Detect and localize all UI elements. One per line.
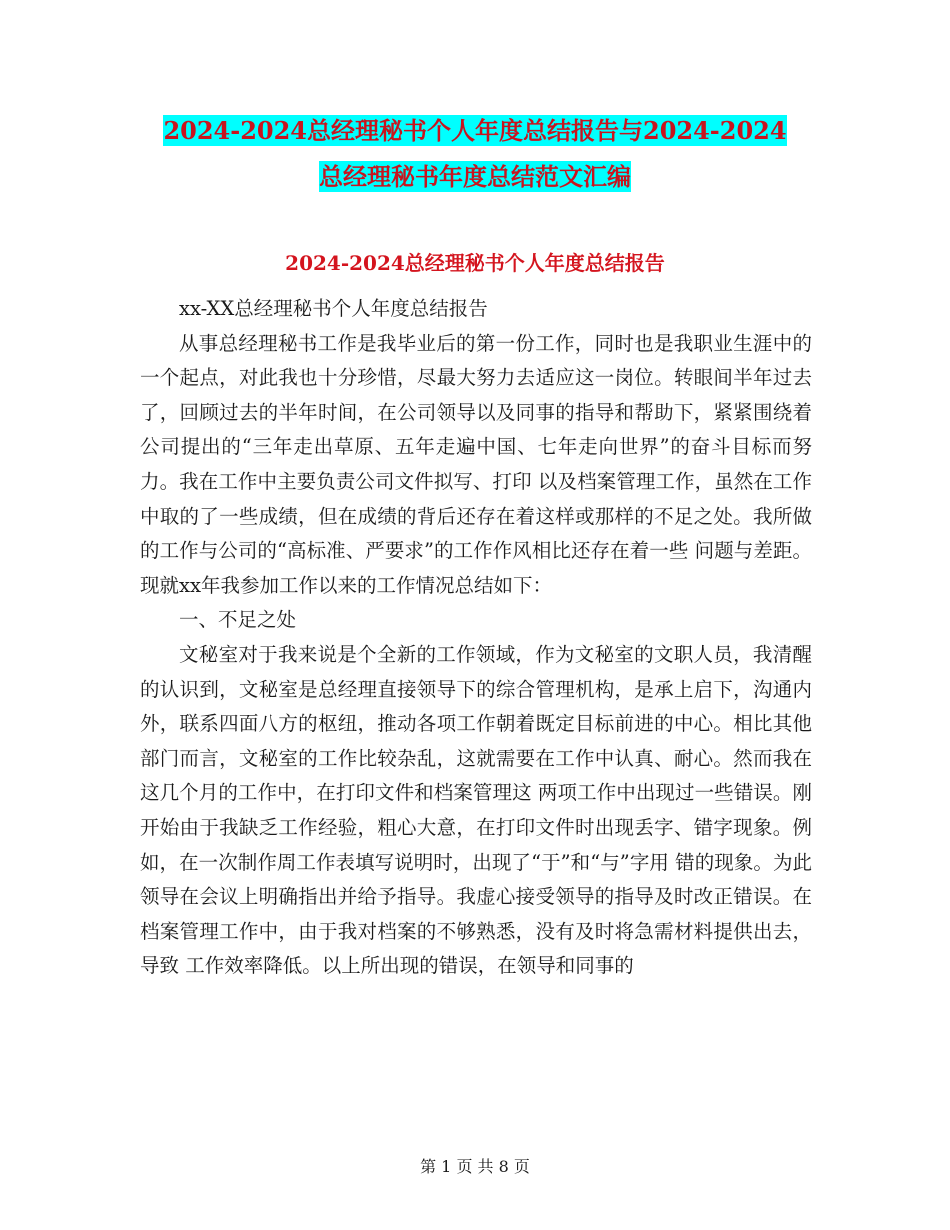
document-body — [140, 292, 812, 984]
document-title-line-2: 总经理秘书年度总结范文汇编 — [319, 162, 631, 191]
footer-current-page: 1 — [441, 1157, 452, 1176]
section-title: 2024-2024总经理秘书个人年度总结报告 — [285, 251, 665, 275]
footer-prefix: 第 — [420, 1157, 437, 1176]
paragraph-shortcomings: 文秘室对于我来说是个全新的工作领域，作为文秘室的文职人员，我清醒的认识到，文秘室是总经理直接领导下的综合管理机构，是承上启下，沟通内外，联系四面八方的枢纽，推动各项工作朝着既定目标前进的中心。相比其他部门而言，文秘室的工作比较杂乱，这就需要在工作中认真、耐心。然而我在这几个月的工作中，在打印文件和档案管理这 两项工作中出现过一些错误。刚开始由于我缺乏工作经验，粗心大意，在打印文件时出现丢字、错字现象。例如，在一次制作周工作表填写说明时，出现了“于”和“与”字用 错的现象。为此领导在会议上明确指出并给予指导。我虚心接受领导的指导及时改正错误。在档案管理工作中，由于我对档案的不够熟悉，没有及时将急需材料提供出去，导致 工作效率降低。以上所出现的错误，在领导和同事的 — [140, 642, 812, 978]
heading-shortcomings: 一、不足之处 — [179, 608, 297, 632]
report-subtitle: xx-XX总经理秘书个人年度总结报告 — [179, 297, 488, 320]
paragraph-intro: 从事总经理秘书工作是我毕业后的第一份工作，同时也是我职业生涯中的一个起点，对此我也十分珍惜，尽最大努力去适应这一岗位。转眼间半年过去了，回顾过去的半年时间，在公司领导以及同事的指导和帮助下，紧紧围绕着公司提出的“三年走出草原、五年走遍中国、七年走向世界”的奋斗目标而努力。我在工作中主要负责公司文件拟写、打印 以及档案管理工作，虽然在工作中取的了一些成绩，但在成绩的背后还存在着这样或那样的不足之处。我所做的工作与公司的“高标准、严要求”的工作作风相比还存在着一些 问题与差距。现就xx年我参加工作以来的工作情况总结如下： — [140, 331, 812, 597]
footer-middle: 页 共 — [456, 1157, 494, 1176]
document-title-line-1: 2024-2024总经理秘书个人年度总结报告与2024-2024 — [163, 116, 787, 145]
document-title — [140, 108, 810, 200]
page-footer — [0, 1155, 950, 1179]
footer-suffix: 页 — [513, 1157, 530, 1176]
footer-total-pages: 8 — [498, 1157, 509, 1176]
